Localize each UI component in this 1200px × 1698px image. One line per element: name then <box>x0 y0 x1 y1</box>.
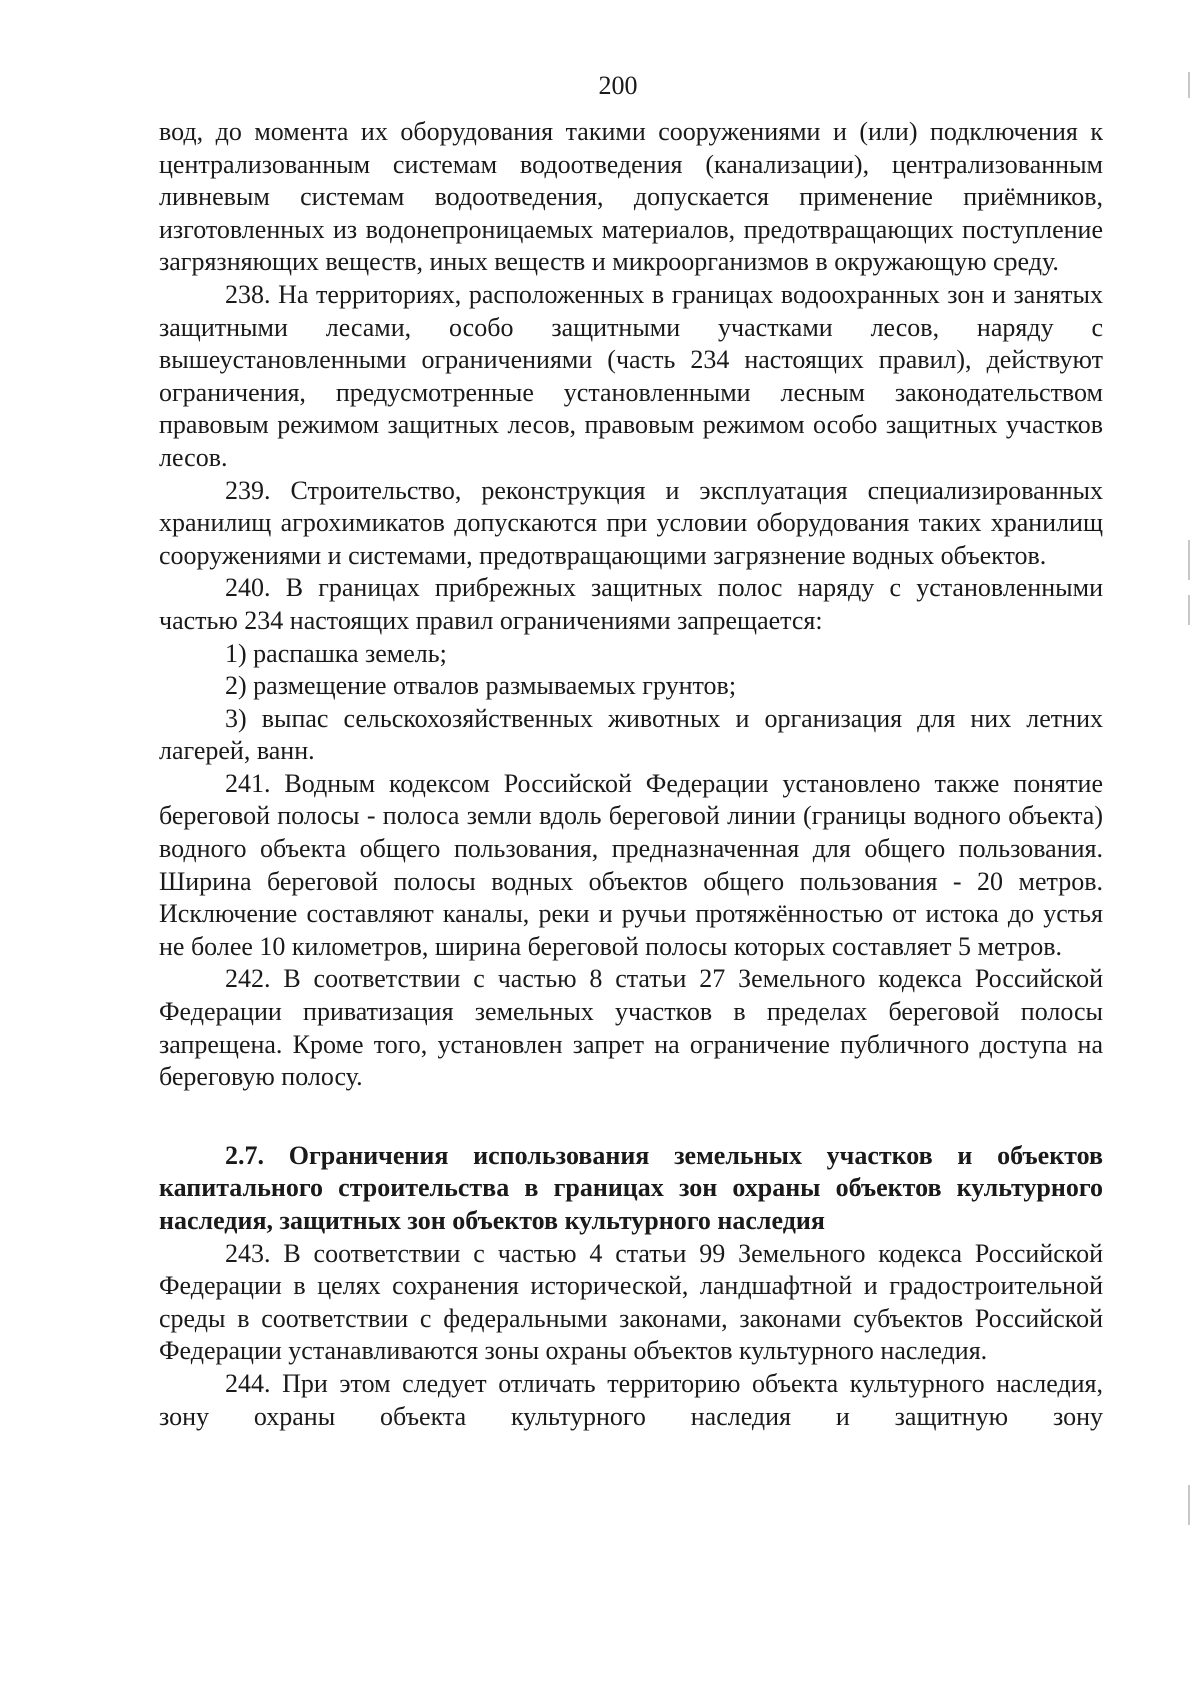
body-text <box>159 116 1103 1433</box>
paragraph-intro: вод, до момента их оборудования такими сооружениями и (или) подключения к централизованным системам водоотведения (канализации), централизованным ливневым системам водоотведения, допускается применение приёмников, изготовленных из водонепроницаемых материалов, предотвращающих поступление загрязняющих веществ, иных веществ и микроорганизмов в окружающую среду. <box>159 117 1103 277</box>
page-number: 200 <box>598 71 638 100</box>
scan-edge-mark <box>1188 1485 1190 1525</box>
paragraph-244: 244. При этом следует отличать территорию объекта культурного наследия, зону охраны объекта культурного наследия и защитную зону <box>159 1368 1103 1431</box>
list-item-2: 2) размещение отвалов размываемых грунтов; <box>225 671 737 701</box>
list-item-1: 1) распашка земель; <box>225 638 447 668</box>
list-item-3: 3) выпас сельскохозяйственных животных и организация для них летних лагерей, ванн. <box>159 703 1103 766</box>
scan-edge-mark <box>1188 540 1190 580</box>
paragraph-238: 238. На территориях, расположенных в границах водоохранных зон и занятых защитными лесами, особо защитными участками лесов, наряду с вышеустановленными ограничениями (часть 234 настоящих правил), действуют ограничения, предусмотренные установленными лесным законодательством правовым режимом защитных лесов, правовым режимом особо защитных участков лесов. <box>159 279 1103 472</box>
paragraph-240: 240. В границах прибрежных защитных полос наряду с установленными частью 234 настоящих правил ограничениями запрещается: <box>159 573 1103 635</box>
paragraph-241: 241. Водным кодексом Российской Федерации установлено также понятие береговой полосы - полоса земли вдоль береговой линии (границы водного объекта) водного объекта общего пользования, предназначенная для общего пользования. Ширина береговой полосы водных объектов общего пользования - 20 метров. Исключение составляют каналы, реки и ручьи протяжённостью от истока до устья не более 10 километров, ширина береговой полосы которых составляет 5 метров. <box>159 768 1103 961</box>
paragraph-242: 242. В соответствии с частью 8 статьи 27 Земельного кодекса Российской Федерации приватизация земельных участков в пределах береговой полосы запрещена. Кроме того, установлен запрет на ограничение публичного доступа на береговую полосу. <box>159 964 1103 1092</box>
scan-edge-mark <box>1188 72 1190 98</box>
section-heading: 2.7. Ограничения использования земельных участков и объектов капитального строительства в границах зон охраны объектов культурного наследия, защитных зон объектов культурного наследия <box>159 1140 1103 1235</box>
scan-edge-mark <box>1188 595 1190 625</box>
paragraph-239: 239. Строительство, реконструкция и эксплуатация специализированных хранилищ агрохимикатов допускаются при условии оборудования таких хранилищ сооружениями и системами, предотвращающими загрязнение водных объектов. <box>159 475 1103 570</box>
paragraph-243: 243. В соответствии с частью 4 статьи 99 Земельного кодекса Российской Федерации в целях сохранения исторической, ландшафтной и градостроительной среды в соответствии с федеральными законами, законами субъектов Российской Федерации устанавливаются зоны охраны объектов культурного наследия. <box>159 1238 1103 1366</box>
